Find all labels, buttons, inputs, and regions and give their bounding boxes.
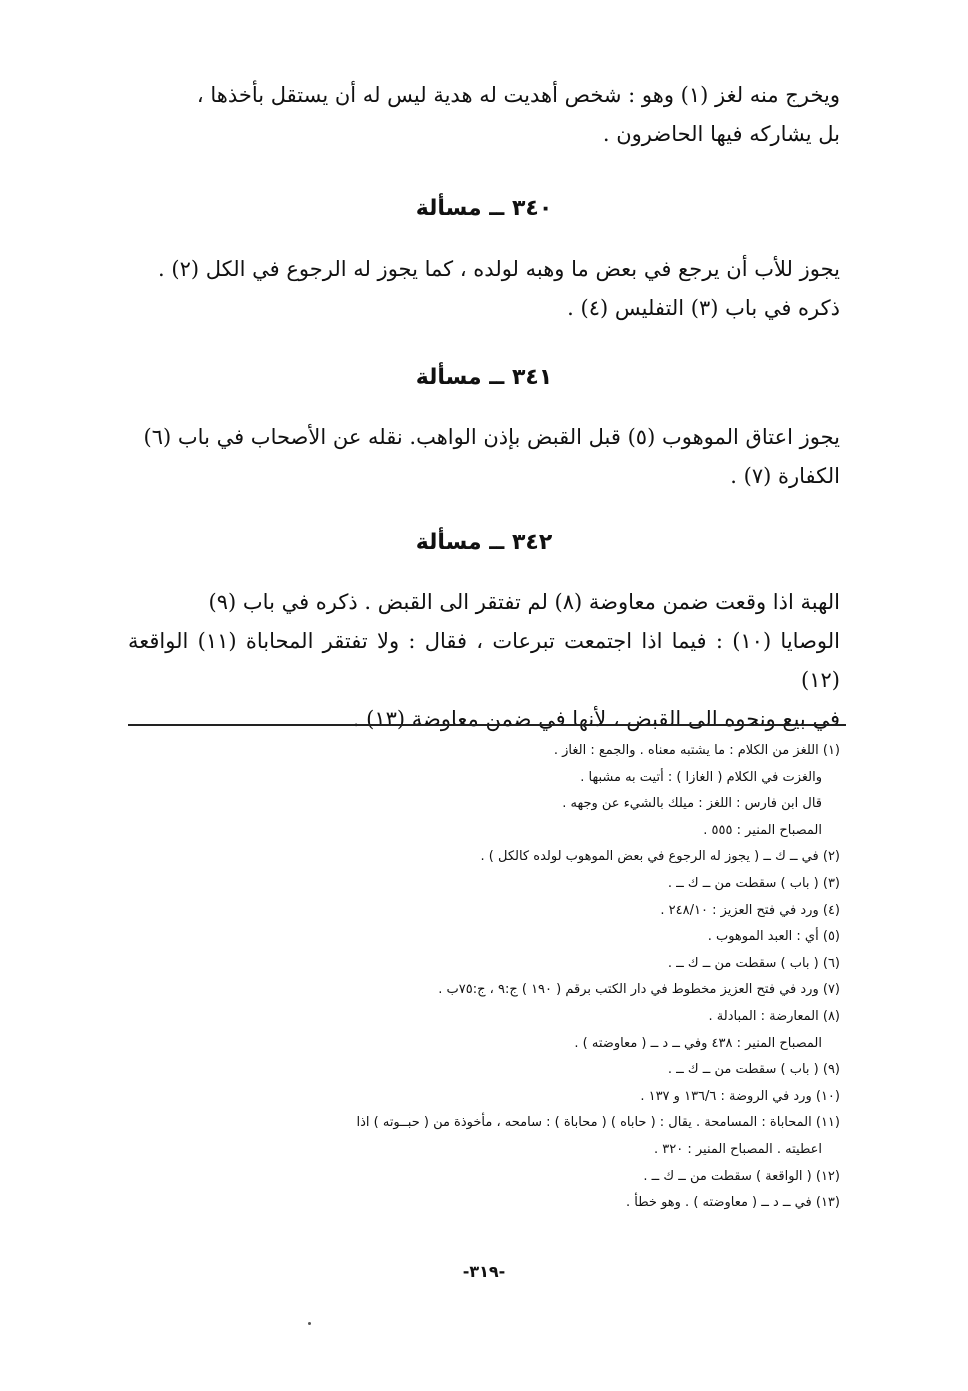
paragraph-line: الوصايا (١٠) : فيما اذا اجتمعت تبرعات ، فقال : ولا تفتقر المحاباة (١١) الواقعة (١٢)	[128, 629, 840, 692]
paragraph-line: بل يشاركه فيها الحاضرون .	[602, 122, 840, 146]
footnote-1-source: المصباح المنير : ٥٥٥ .	[703, 822, 822, 838]
footnote-1-cont: والغزت في الكلام ( الغازا ) : أتيت به مشبها .	[580, 769, 822, 785]
footnote-1-cont: قال ابن فارس : اللغز : ميلك بالشيء عن وجهه .	[562, 796, 822, 812]
paragraph-342	[128, 583, 840, 739]
paragraph-line: ويخرج منه لغز (١) وهو : شخص أهديت له هدية ليس له أن يستقل بأخذها ،	[196, 83, 840, 107]
paragraph-intro	[128, 76, 840, 154]
footnote-8-cont: المصباح المنير : ٤٣٨ وفي ــ د ــ ( معاوضته ) .	[574, 1035, 822, 1051]
footnote-10: (١٠) ورد في الروضة : ١٣٦/٦ و ١٣٧ .	[640, 1088, 840, 1104]
footnote-2: (٢) في ــ ك ــ ( يجوز له الرجوع في بعض الموهوب لولده كالكل ) .	[480, 849, 840, 865]
footnote-11: (١١) المحاباة : المسامحة . يقال : ( حاباه ) ( محاباة ) : سامحه ، مأخوذة من ( حبــوته ) اذا	[356, 1115, 840, 1131]
paragraph-line: يجوز اعتاق الموهوب (٥) قبل القبض بإذن الواهب. نقله عن الأصحاب في باب (٦)	[143, 425, 840, 449]
paragraph-line: الكفارة (٧) .	[730, 464, 840, 488]
footnotes	[120, 738, 840, 1217]
footnote-7: (٧) ورد في فتح العزيز مخطوط في دار الكتب برقم ( ١٩٠ ) ج:٩ ، ج:٧٥ب .	[438, 982, 840, 998]
footnote-9: (٩) ( باب ) سقطت من ــ ك ــ .	[667, 1062, 840, 1078]
section-heading-341: ٣٤١ ــ مسألة	[415, 365, 553, 390]
paragraph-340	[128, 250, 840, 328]
footnote-5: (٥) أي : العبد الموهوب .	[707, 929, 840, 945]
paragraph-line: الهبة اذا وقعت ضمن معاوضة (٨) لم تفتقر الى القبض . ذكره في باب (٩)	[208, 590, 840, 614]
paragraph-341	[128, 418, 840, 496]
paragraph-line: يجوز للأب أن يرجع في بعض ما وهبه لولده ، كما يجوز له الرجوع في الكل (٢) .	[158, 257, 840, 281]
paragraph-line: ذكره في باب (٣) التفليس (٤) .	[567, 296, 840, 320]
section-heading-342: ٣٤٢ ــ مسألة	[415, 530, 553, 555]
footnote-11-cont: اعطيته . المصباح المنير : ٣٢٠ .	[654, 1141, 822, 1157]
footnote-6: (٦) ( باب ) سقطت من ــ ك ــ .	[667, 955, 840, 971]
footnote-12: (١٢) ( الواقعة ) سقطت من ــ ك ــ .	[643, 1168, 840, 1184]
footnote-3: (٣) ( باب ) سقطت من ــ ك ــ .	[667, 875, 840, 891]
scan-speck	[308, 1322, 311, 1325]
footnote-4: (٤) ورد في فتح العزيز : ٢٤٨/١٠ .	[660, 902, 840, 918]
page-number: -٣١٩-	[462, 1262, 506, 1281]
footnote-divider	[128, 724, 846, 726]
footnote-8: (٨) المعارضة : المبادلة .	[708, 1008, 840, 1024]
paragraph-line: في بيع ونحوه الى القبض ، لأنها في ضمن معاوضة (١٣) .	[352, 707, 840, 731]
footnote-1: (١) اللغز من الكلام : ما يشتبه معناه . والجمع : الغاز .	[553, 743, 840, 758]
footnote-13: (١٣) في ــ د ــ ( معاوضته ) . وهو خطأ .	[626, 1195, 840, 1211]
section-heading-340: ٣٤٠ ــ مسألة	[415, 196, 553, 221]
